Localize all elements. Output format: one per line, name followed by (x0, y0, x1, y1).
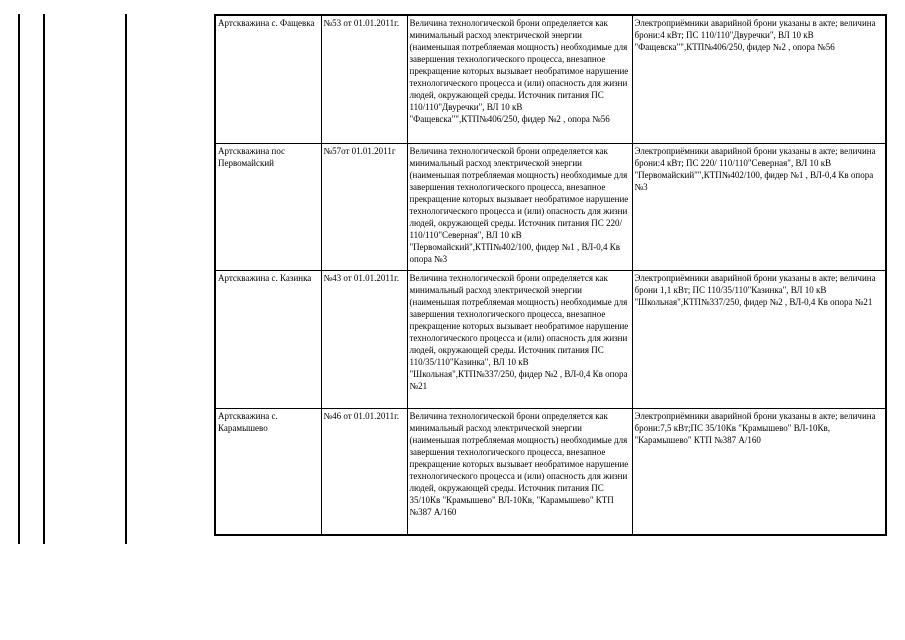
emergency-cell: Электроприёмники аварийной брони указаны в акте; величина брони 1,1 кВт; ПС 110/35/110"Казинка", ВЛ 10 кВ "Школьная",КТП№337/250, фидер №2 , ВЛ-0,4 Кв опора №21 (632, 271, 886, 409)
left-border-line-3 (125, 14, 127, 544)
description-cell: Величина технологической брони определяется как минимальный расход электрической энергии (наименьшая потребляемая мощность) необходимые для завершения технологического процесса, внезапное прекращение которых вызывает необратимое нарушение технологического процесса и (или) опасность для жизни людей, окружающей среды. Источник питания ПС 35/10Кв "Крамышево" ВЛ-10Кв, "Карамышево" КТП №387 А/160 (407, 409, 632, 536)
table-row (215, 144, 886, 271)
description-cell: Величина технологической брони определяется как минимальный расход электрической энергии (наименьшая потребляемая мощность) необходимые для завершения технологического процесса, внезапное прекращение которых вызывает необратимое нарушение технологического процесса и (или) опасность для жизни людей, окружающей среды. Источник питания ПС 110/35/110"Казинка", ВЛ 10 кВ "Школьная",КТП№337/250, фидер №2 , ВЛ-0,4 Кв опора №21 (407, 271, 632, 409)
object-cell: Артскважина с. Фащевка (215, 15, 321, 144)
object-cell: Артскважина пос Первомайский (215, 144, 321, 271)
document-table (214, 14, 887, 536)
table-row (215, 409, 886, 536)
table-row (215, 15, 886, 144)
emergency-cell: Электроприёмники аварийной брони указаны в акте; величина брони:4 кВт; ПС 220/ 110/110"Северная", ВЛ 10 кВ "Первомайский"",КТП№402/100, фидер №1 , ВЛ-0,4 Кв опора №3 (632, 144, 886, 271)
left-border-line-1 (18, 14, 20, 544)
act-cell: №57от 01.01.2011г (321, 144, 407, 271)
act-cell: №46 от 01.01.2011г. (321, 409, 407, 536)
emergency-cell: Электроприёмники аварийной брони указаны в акте; величина брони:4 кВт; ПС 110/110"Двуречки", ВЛ 10 кВ "Фащевска"",КТП№406/250, фидер №2 , опора №56 (632, 15, 886, 144)
act-cell: №43 от 01.01.2011г. (321, 271, 407, 409)
description-cell: Величина технологической брони определяется как минимальный расход электрической энергии (наименьшая потребляемая мощность) необходимые для завершения технологического процесса, внезапное прекращение которых вызывает необратимое нарушение технологического процесса и (или) опасность для жизни людей, окружающей среды. Источник питания ПС 110/110"Двуречки", ВЛ 10 кВ "Фащевска"",КТП№406/250, фидер №2 , опора №56 (407, 15, 632, 144)
emergency-cell: Электроприёмники аварийной брони указаны в акте; величина брони:7,5 кВт;ПС 35/10Кв "Крамышево" ВЛ-10Кв, "Карамышево" КТП №387 А/160 (632, 409, 886, 536)
left-border-line-2 (43, 14, 45, 544)
act-cell: №53 от 01.01.2011г. (321, 15, 407, 144)
object-cell: Артскважина с. Карамышево (215, 409, 321, 536)
table-row (215, 271, 886, 409)
description-cell: Величина технологической брони определяется как минимальный расход электрической энергии (наименьшая потребляемая мощность) необходимые для завершения технологического процесса, внезапное прекращение которых вызывает необратимое нарушение технологического процесса и (или) опасность для жизни людей, окружающей среды. Источник питания ПС 220/ 110/110"Северная", ВЛ 10 кВ "Первомайский",КТП№402/100, фидер №1 , ВЛ-0,4 Кв опора №3 (407, 144, 632, 271)
object-cell: Артскважина с. Казинка (215, 271, 321, 409)
